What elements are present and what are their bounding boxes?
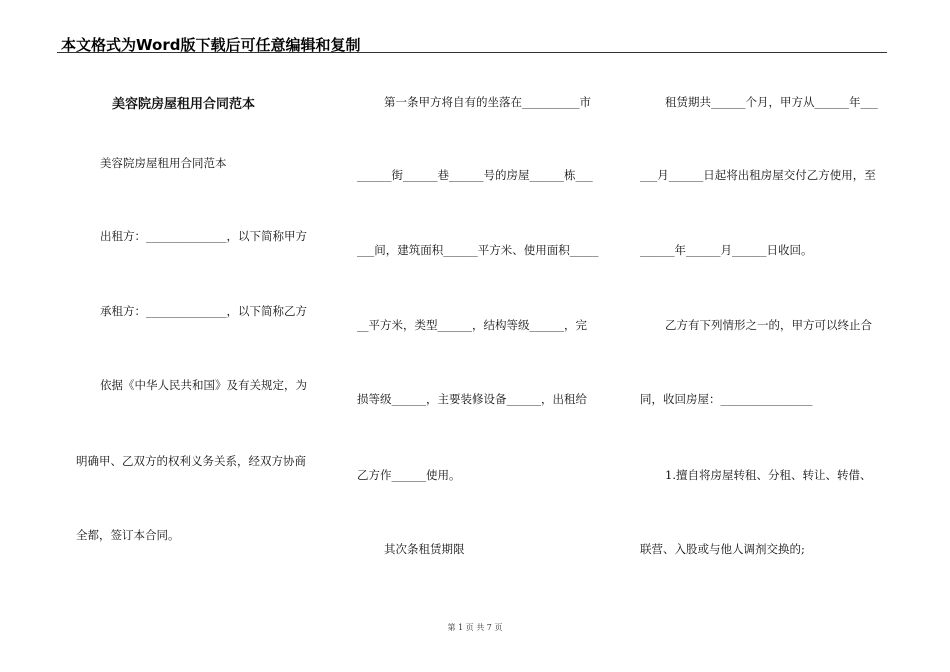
col2-line-2: ______街______巷______号的房屋______栋___: [357, 168, 593, 182]
col3-line-7: 联营、入股或与他人调剂交换的;: [640, 542, 805, 556]
col3-line-4: 乙方有下列情形之一的，甲方可以终止合: [665, 318, 872, 332]
col1-line-4: 依据《中华人民共和国》及有关规定，为: [100, 378, 307, 392]
col2-line-6: 乙方作______使用。: [357, 468, 461, 482]
document-header: 本文格式为Word版下载后可任意编辑和复制: [61, 36, 361, 54]
col1-line-6: 全都，签订本合同。: [76, 528, 180, 542]
header-divider: [57, 52, 887, 53]
col1-line-1: 美容院房屋租用合同范本: [100, 156, 227, 170]
page-number: 第 1 页 共 7 页: [447, 623, 503, 632]
col2-line-3: ___间，建筑面积______平方米、使用面积_____: [357, 243, 599, 257]
document-title: 美容院房屋租用合同范本: [112, 97, 256, 112]
col1-line-5: 明确甲、乙双方的权利义务关系，经双方协商: [76, 454, 306, 468]
col2-line-1: 第一条甲方将自有的坐落在__________市: [384, 95, 591, 109]
col2-line-5: 损等级______，主要装修设备______，出租给: [357, 392, 587, 406]
col1-line-3: 承租方：______________，以下简称乙方: [100, 304, 307, 318]
col3-line-6: 1.擅自将房屋转租、分租、转让、转借、: [665, 468, 872, 482]
col2-line-4: __平方米，类型______，结构等级______，完: [357, 318, 587, 332]
col3-line-3: ______年______月______日收回。: [640, 243, 813, 257]
col1-line-2: 出租方：______________，以下简称甲方: [100, 229, 307, 243]
col3-line-2: ___月______日起将出租房屋交付乙方使用，至: [640, 168, 876, 182]
col2-line-7: 其次条租赁期限: [384, 542, 465, 556]
col3-line-1: 租赁期共______个月，甲方从______年___: [665, 95, 878, 109]
col3-line-5: 同，收回房屋：________________: [640, 392, 813, 406]
